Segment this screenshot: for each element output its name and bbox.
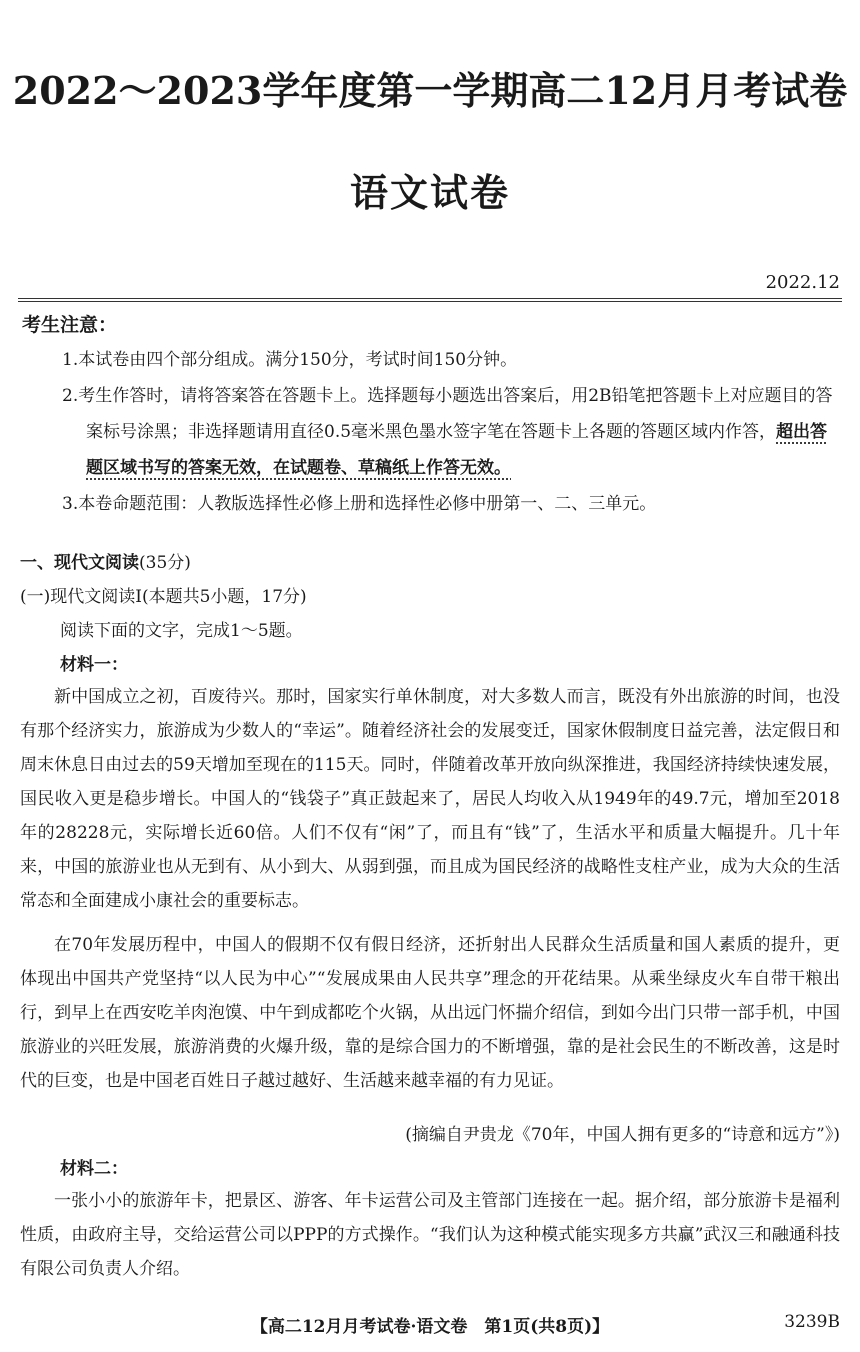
exam-date: 2022.12 [765, 272, 840, 293]
material-2-paragraph: 一张小小的旅游年卡，把景区、游客、年卡运营公司及主管部门连接在一起。据介绍，部分旅游卡是福利性质，由政府主导，交给运营公司以PPP的方式操作。“我们认为这种模式能实现多方共赢”武汉三和融通科技有限公司负责人介绍。 [20, 1191, 840, 1279]
header-rule-bottom [18, 301, 842, 302]
notice-item-3: 3.本卷命题范围：人教版选择性必修上册和选择性必修中册第一、二、三单元。 [62, 494, 657, 514]
section-heading [20, 548, 191, 573]
notice-item-2-text: 2.考生作答时，请将答案答在答题卡上。选择题每小题选出答案后，用2B铅笔把答题卡上对应题目的答案标号涂黑；非选择题请用直径0.5毫米黑色墨水签字笔在答题卡上各题的答题区域内作答， [62, 386, 833, 442]
notice-item-2 [62, 378, 842, 486]
page-footer [0, 1312, 860, 1337]
notice-list [62, 342, 842, 522]
section-score: (35分) [139, 553, 191, 573]
reading-instruction: 阅读下面的文字，完成1～5题。 [60, 621, 303, 641]
subsection-heading: (一)现代文阅读Ⅰ(本题共5小题，17分) [20, 587, 307, 607]
footer-text: 【高二12月月考试卷·语文卷 第1页(共8页)】 [250, 1317, 610, 1337]
material-1-paragraph-1: 新中国成立之初，百废待兴。那时，国家实行单休制度，对大多数人而言，既没有外出旅游的时间，也没有那个经济实力，旅游成为少数人的“幸运”。随着经济社会的发展变迁，国家休假制度日益完善，法定假日和周末休息日由过去的59天增加至现在的115天。同时，伴随着改革开放向纵深推进，我国经济持续快速发展，国民收入更是稳步增长。中国人的“钱袋子”真正鼓起来了，居民人均收入从1949年的49.7元，增加至2018年的28228元，实际增长近60倍。人们不仅有“闲”了，而且有“钱”了，生活水平和质量大幅提升。几十年来，中国的旅游业也从无到有、从小到大、从弱到强，而且成为国民经济的战略性支柱产业，成为大众的生活常态和全面建成小康社会的重要标志。 [20, 687, 840, 911]
material-2-label: 材料二： [60, 1159, 128, 1179]
paper-code: 3239B [784, 1312, 840, 1332]
notice-item-2-emphasis: 超出答题区域书写的答案无效，在试题卷、草稿纸上作答无效。 [86, 422, 828, 478]
notice-item-1: 1.本试卷由四个部分组成。满分150分，考试时间150分钟。 [62, 350, 518, 370]
material-1-paragraph-2: 在70年发展历程中，中国人的假期不仅有假日经济，还折射出人民群众生活质量和国人素质的提升，更体现出中国共产党坚持“以人民为中心”“发展成果由人民共享”理念的开花结果。从乘坐绿皮火车自带干粮出行，到早上在西安吃羊肉泡馍、中午到成都吃个火锅，从出远门怀揣介绍信，到如今出门只带一部手机，中国旅游业的兴旺发展，旅游消费的火爆升级，靠的是综合国力的不断增强，靠的是社会民生的不断改善，这是时代的巨变，也是中国老百姓日子越过越好、生活越来越幸福的有力见证。 [20, 935, 840, 1091]
section-title: 一、现代文阅读 [20, 553, 139, 573]
notice-heading: 考生注意： [22, 314, 118, 336]
material-1-label: 材料一： [60, 655, 128, 675]
material-1-source: (摘编自尹贵龙《70年，中国人拥有更多的“诗意和远方”》) [405, 1125, 840, 1145]
exam-title: 2022～2023学年度第一学期高二12月月考试卷 [12, 68, 848, 113]
header-rule-top [18, 298, 842, 299]
subject-title: 语文试卷 [349, 171, 510, 215]
